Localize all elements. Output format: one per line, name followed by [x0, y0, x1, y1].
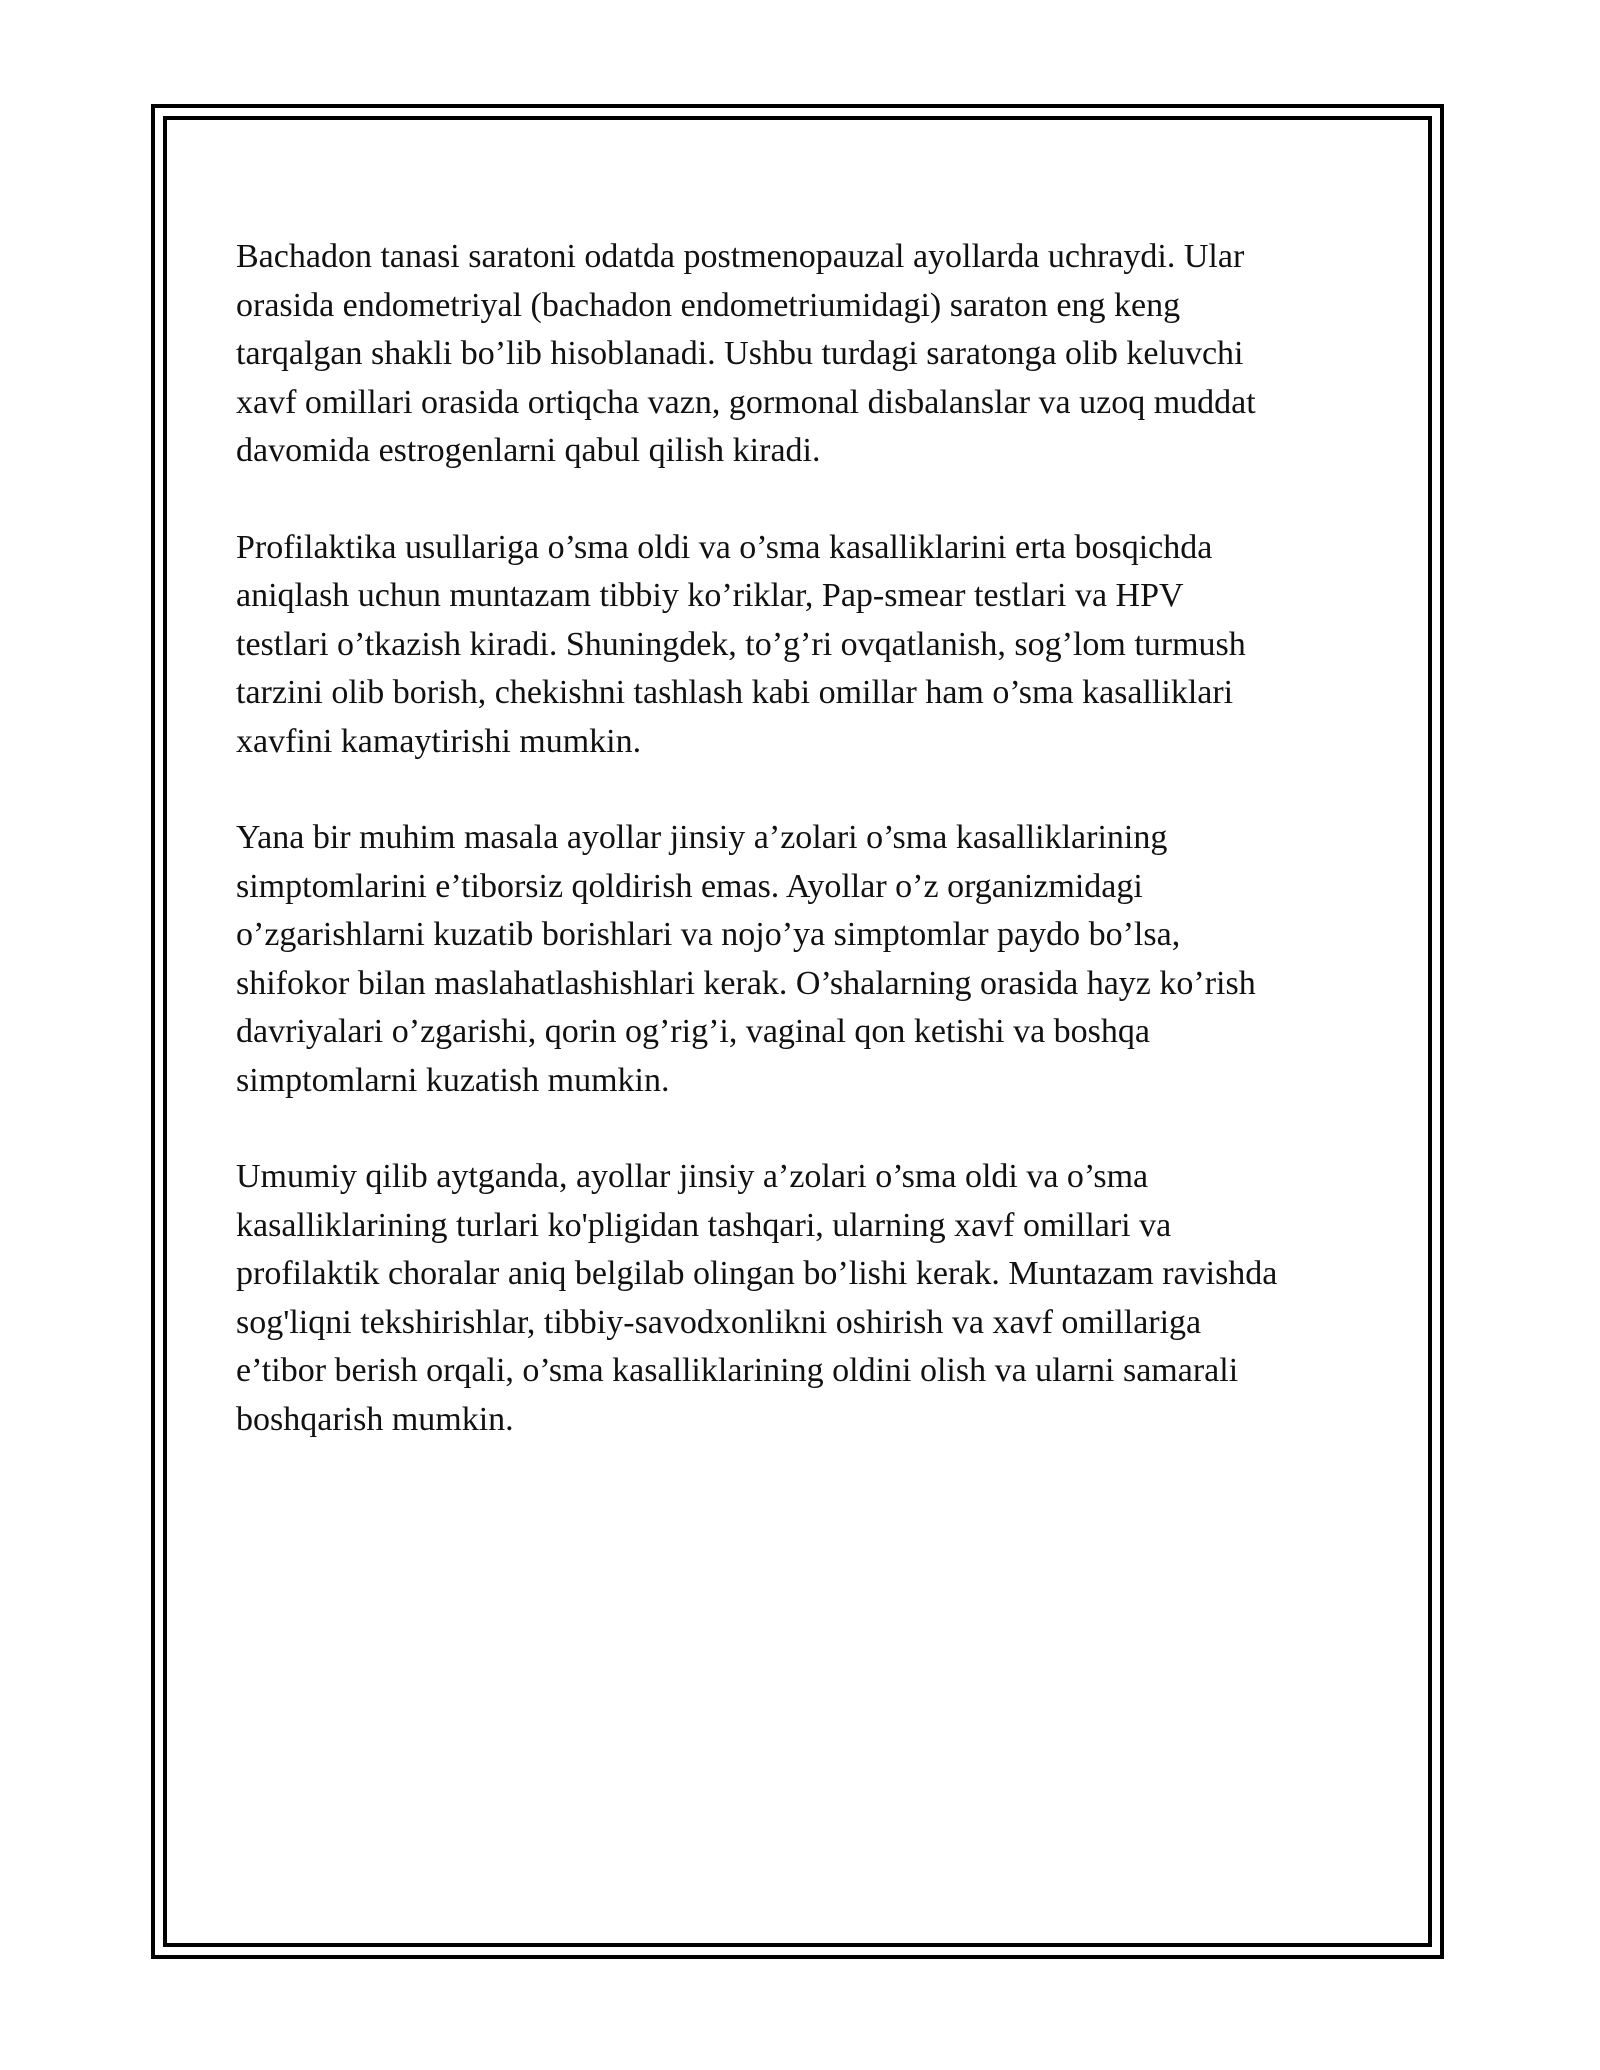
paragraph-3	[236, 814, 1396, 1105]
paragraph-line: tarqalgan shakli bo’lib hisoblanadi. Ushbu turdagi saratonga olib keluvchi	[236, 335, 1244, 372]
paragraph-line: o’zgarishlarni kuzatib borishlari va nojo’ya simptomlar paydo bo’lsa,	[236, 916, 1181, 953]
paragraph-line: tarzini olib borish, chekishni tashlash kabi omillar ham o’sma kasalliklari	[236, 674, 1234, 711]
paragraph-2	[236, 524, 1396, 767]
paragraph-line: aniqlash uchun muntazam tibbiy ko’riklar, Pap-smear testlari va HPV	[236, 577, 1184, 614]
paragraph-line: boshqarish mumkin.	[236, 1400, 514, 1438]
paragraph-1	[236, 233, 1396, 476]
paragraph-line: testlari o’tkazish kiradi. Shuningdek, to’g’ri ovqatlanish, sog’lom turmush	[236, 625, 1246, 663]
paragraph-line: Yana bir muhim masala ayollar jinsiy a’zolari o’sma kasalliklarining	[236, 819, 1168, 856]
document-body	[236, 233, 1396, 1492]
paragraph-line: Profilaktika usullariga o’sma oldi va o’sma kasalliklarini erta bosqichda	[236, 528, 1213, 566]
paragraph-line: Umumiy qilib aytganda, ayollar jinsiy a’zolari o’sma oldi va o’sma	[236, 1158, 1149, 1195]
paragraph-line: kasalliklarining turlari ko'pligidan tashqari, ularning xavf omillari va	[236, 1206, 1172, 1244]
paragraph-line: Bachadon tanasi saratoni odatda postmenopauzal ayollarda uchraydi. Ular	[236, 238, 1245, 275]
paragraph-line: xavfini kamaytirishi mumkin.	[236, 722, 642, 760]
paragraph-4	[236, 1153, 1396, 1444]
paragraph-line: e’tibor berish orqali, o’sma kasalliklarining oldini olish va ularni samarali	[236, 1352, 1239, 1389]
paragraph-line: simptomlarni kuzatish mumkin.	[236, 1061, 670, 1099]
paragraph-line: orasida endometriyal (bachadon endometriumidagi) saraton eng keng	[236, 286, 1181, 324]
paragraph-line: xavf omillari orasida ortiqcha vazn, gormonal disbalanslar va uzoq muddat	[236, 383, 1256, 421]
paragraph-line: davomida estrogenlarni qabul qilish kiradi.	[236, 432, 821, 469]
paragraph-line: simptomlarini e’tiborsiz qoldirish emas. Ayollar o’z organizmidagi	[236, 867, 1143, 905]
paragraph-line: sog'liqni tekshirishlar, tibbiy-savodxonlikni oshirish va xavf omillariga	[236, 1303, 1202, 1341]
paragraph-line: shifokor bilan maslahatlashishlari kerak. O’shalarning orasida hayz ko’rish	[236, 964, 1256, 1002]
paragraph-line: profilaktik choralar aniq belgilab olingan bo’lishi kerak. Muntazam ravishda	[236, 1255, 1278, 1292]
paragraph-line: davriyalari o’zgarishi, qorin og’rig’i, vaginal qon ketishi va boshqa	[236, 1013, 1150, 1050]
